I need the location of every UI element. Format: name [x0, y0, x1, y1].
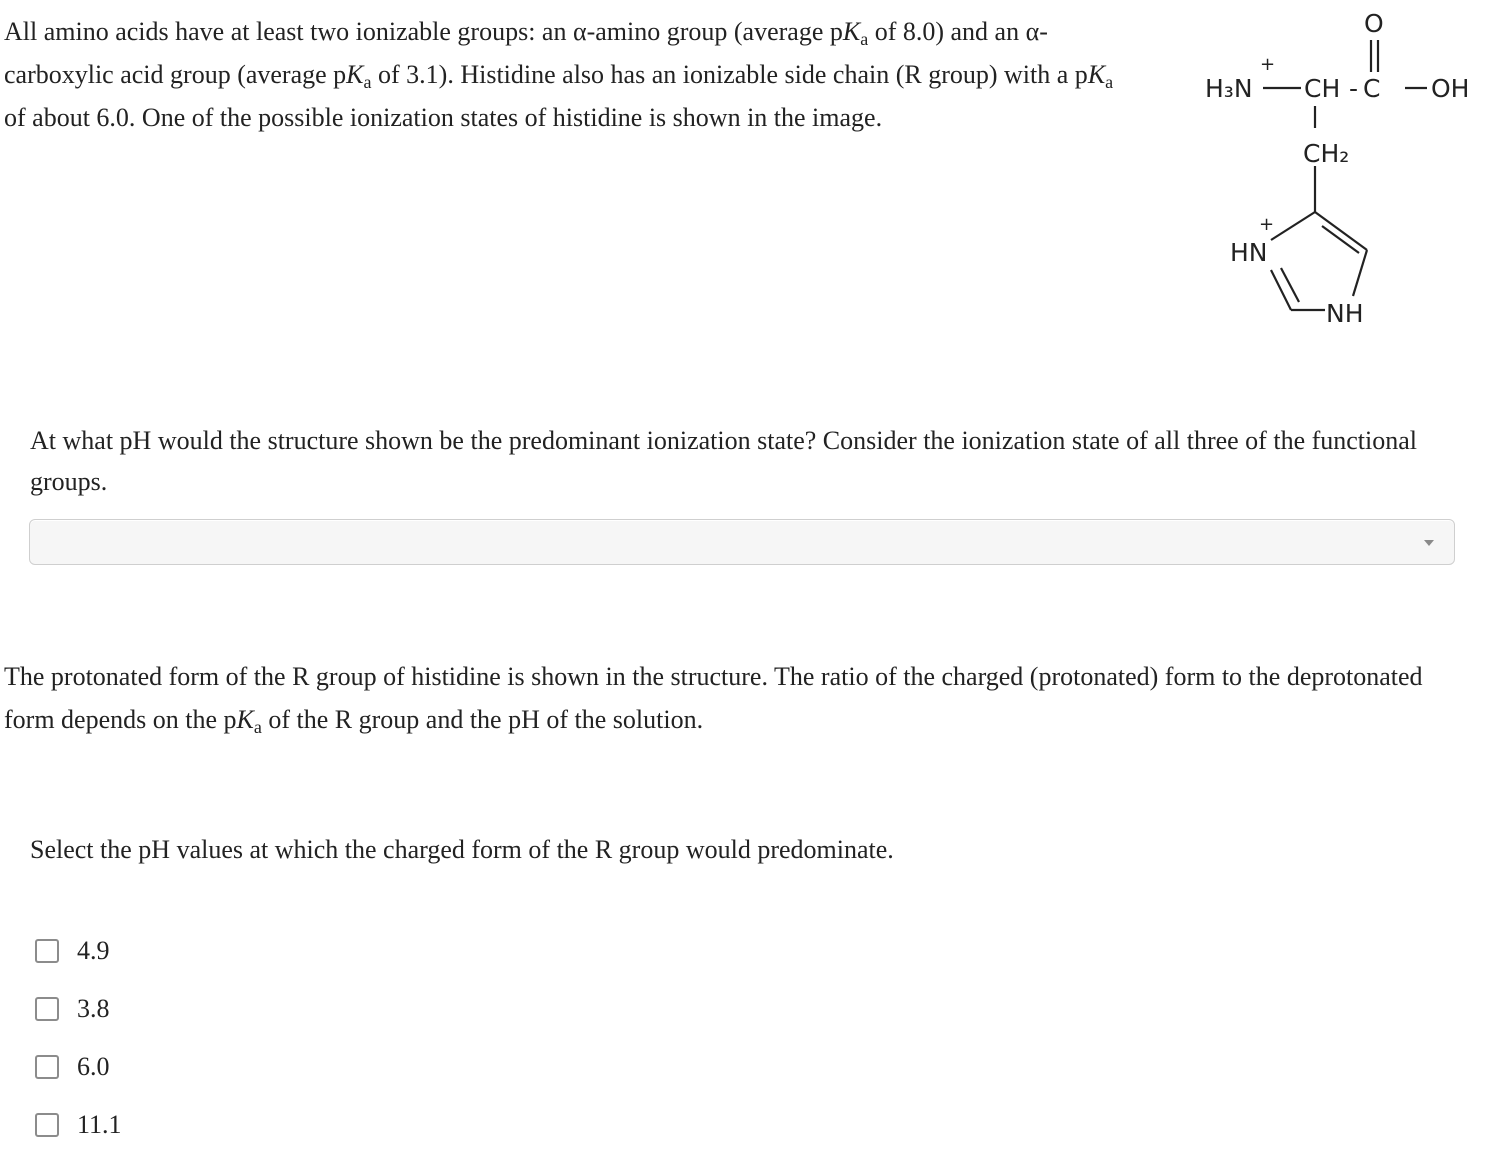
carboxyl-carbon: C: [1363, 74, 1381, 103]
intro-text-1: All amino acids have at least two ionizable groups: an α-amino group (average p: [4, 17, 843, 46]
checkbox[interactable]: [35, 1113, 59, 1137]
option-label: 6.0: [77, 1052, 110, 1081]
intro-k-2: K: [346, 60, 364, 89]
intro-k-1: K: [842, 17, 861, 46]
explanation-k: K: [236, 705, 254, 734]
methylene-group: CH₂: [1303, 139, 1350, 168]
explanation-paragraph: [4, 655, 1454, 741]
chevron-down-icon: [1424, 540, 1434, 546]
intro-a-1: a: [860, 29, 869, 49]
checkbox[interactable]: [35, 997, 59, 1021]
ring-plus: +: [1259, 214, 1275, 235]
explanation-text-2: of the R group and the pH of the solution.: [261, 705, 704, 734]
question-1-text: At what pH would the structure shown be the predominant ionization state? Consider the ionization state of all three of the functional groups.: [30, 426, 1418, 496]
bonds: [1263, 40, 1427, 310]
amino-plus: +: [1260, 54, 1276, 75]
checkbox[interactable]: [35, 939, 59, 963]
explanation-text-1: The protonated form of the R group of histidine is shown in the structure. The ratio of the charged (protonated) form to the deprotonated form depends on the p: [4, 662, 1423, 734]
ring-nh: NH: [1326, 299, 1364, 328]
intro-a-3: a: [1105, 72, 1114, 92]
ring-nh-plus: HN: [1230, 238, 1268, 267]
intro-text-3: of 3.1). Histidine also has an ionizable side chain (R group) with a p: [371, 60, 1088, 89]
intro-text-4: of about 6.0. One of the possible ionization states of histidine is shown in the image.: [4, 103, 883, 132]
intro-text-2: of 8.0) and an α-carboxylic acid group (average p: [4, 17, 1048, 89]
question-2-label: Select the pH values at which the charged form of the R group would predominate.: [30, 835, 894, 864]
carbonyl-oxygen: O: [1364, 9, 1384, 38]
amino-group: H₃N: [1205, 74, 1253, 103]
explanation-a: a: [253, 717, 262, 737]
intro-paragraph: [4, 10, 1114, 139]
histidine-structure: [1195, 0, 1495, 340]
option-label: 11.1: [77, 1110, 122, 1139]
alpha-carbon: CH: [1304, 74, 1341, 103]
option-label: 3.8: [77, 994, 110, 1023]
checkbox[interactable]: [35, 1055, 59, 1079]
dash: -: [1349, 74, 1359, 103]
intro-k-3: K: [1087, 60, 1106, 89]
ph-answer-dropdown[interactable]: [29, 519, 1455, 565]
option-label: 4.9: [77, 936, 110, 965]
hydroxyl-group: OH: [1431, 74, 1470, 103]
intro-a-2: a: [363, 72, 372, 92]
